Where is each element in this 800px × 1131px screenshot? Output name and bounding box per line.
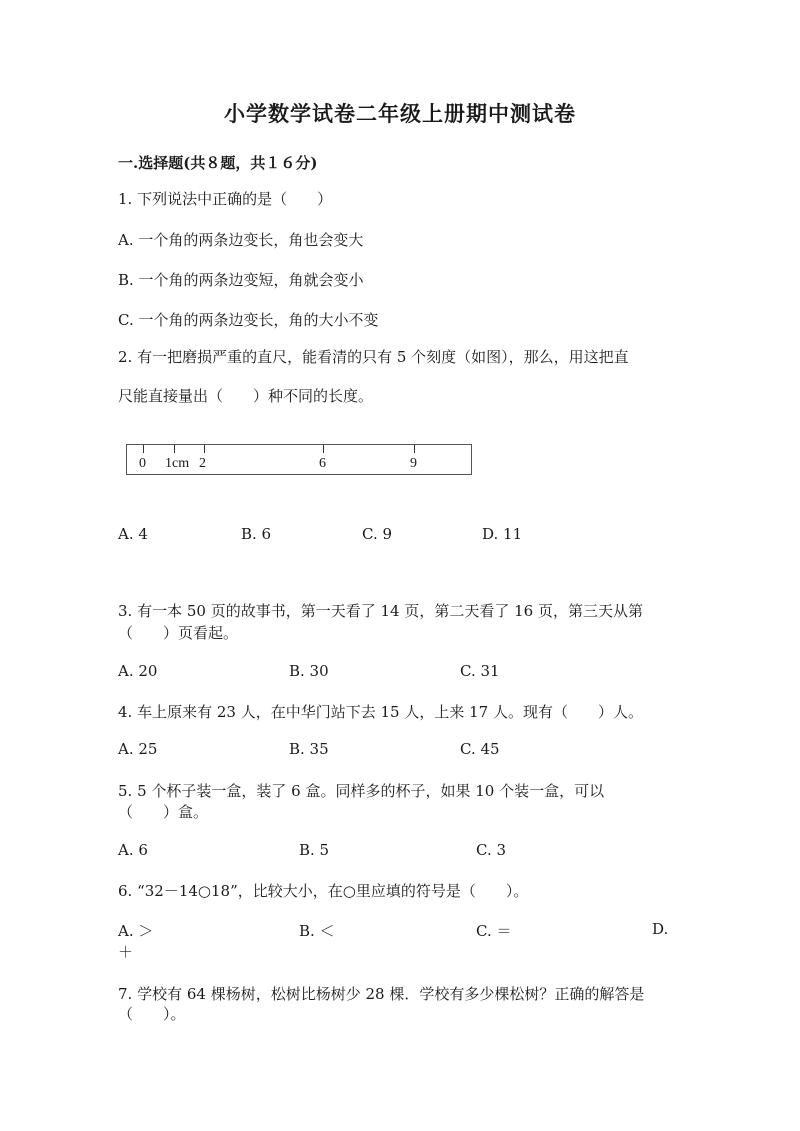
question-5-option-a[interactable]: A. 6 — [118, 841, 148, 859]
question-1-stem: 1. 下列说法中正确的是（ ） — [118, 190, 333, 208]
ruler-tick-6 — [323, 445, 324, 453]
question-4-stem: 4. 车上原来有 23 人，在中华门站下去 15 人，上来 17 人。现有（ ）人。 — [118, 703, 643, 721]
section-heading: 一.选择题(共８题，共１６分) — [118, 154, 318, 172]
question-6-stem: 6. “32－14○18”，比较大小，在○里应填的符号是（ ）。 — [118, 882, 529, 900]
question-2-stem-line-1: 2. 有一把磨损严重的直尺，能看清的只有 5 个刻度（如图），那么，用这把直 — [118, 348, 629, 366]
page-title: 小学数学试卷二年级上册期中测试卷 — [224, 101, 576, 126]
question-3-option-a[interactable]: A. 20 — [118, 662, 158, 680]
question-5-option-c[interactable]: C. 3 — [476, 841, 507, 859]
ruler-figure — [126, 444, 472, 475]
question-5-stem-line-1: 5. 5 个杯子装一盒，装了 6 盒。同样多的杯子，如果 10 个装一盒，可以 — [118, 782, 605, 800]
question-6-option-b[interactable]: B. ＜ — [299, 922, 335, 940]
question-1-option-c[interactable]: C. 一个角的两条边变长，角的大小不变 — [118, 311, 379, 329]
question-3-stem-line-1: 3. 有一本 50 页的故事书，第一天看了 14 页，第二天看了 16 页，第三天从第 — [118, 602, 643, 620]
ruler-tick-9 — [414, 445, 415, 453]
question-2-option-c[interactable]: C. 9 — [362, 525, 393, 543]
ruler-label-0: 0 — [139, 456, 146, 471]
ruler-label-6: 6 — [319, 456, 326, 471]
ruler-label-2: 2 — [199, 456, 206, 471]
question-6-option-c[interactable]: C. ＝ — [476, 922, 512, 940]
ruler-label-1cm: 1cm — [165, 456, 190, 471]
question-7-stem-line-1: 7. 学校有 64 棵杨树，松树比杨树少 28 棵．学校有多少棵松树？正确的解答是 — [118, 985, 645, 1003]
ruler-tick-1 — [174, 445, 175, 453]
question-1-option-a[interactable]: A. 一个角的两条边变长，角也会变大 — [118, 231, 364, 249]
question-4-option-b[interactable]: B. 35 — [289, 740, 329, 758]
question-5-option-b[interactable]: B. 5 — [299, 841, 330, 859]
question-3-option-b[interactable]: B. 30 — [289, 662, 329, 680]
ruler-tick-2 — [204, 445, 205, 453]
question-6-option-d[interactable]: D. — [652, 920, 669, 938]
question-4-option-a[interactable]: A. 25 — [118, 740, 158, 758]
question-1-option-b[interactable]: B. 一个角的两条边变短，角就会变小 — [118, 271, 364, 289]
question-5-stem-line-2: （ ）盒。 — [118, 803, 209, 821]
question-2-stem-line-2: 尺能直接量出（ ）种不同的长度。 — [118, 387, 374, 405]
question-6-option-a[interactable]: A. ＞ — [118, 922, 154, 940]
question-6-option-d-value: ＋ — [118, 943, 134, 961]
ruler-label-9: 9 — [410, 456, 417, 471]
question-3-stem-line-2: （ ）页看起。 — [118, 624, 239, 642]
question-7-stem-line-2: （ ）。 — [118, 1005, 186, 1023]
question-2-option-b[interactable]: B. 6 — [241, 525, 272, 543]
question-2-option-d[interactable]: D. 11 — [482, 525, 523, 543]
ruler-tick-0 — [143, 445, 144, 453]
question-4-option-c[interactable]: C. 45 — [460, 740, 500, 758]
question-3-option-c[interactable]: C. 31 — [460, 662, 500, 680]
question-2-option-a[interactable]: A. 4 — [118, 525, 148, 543]
